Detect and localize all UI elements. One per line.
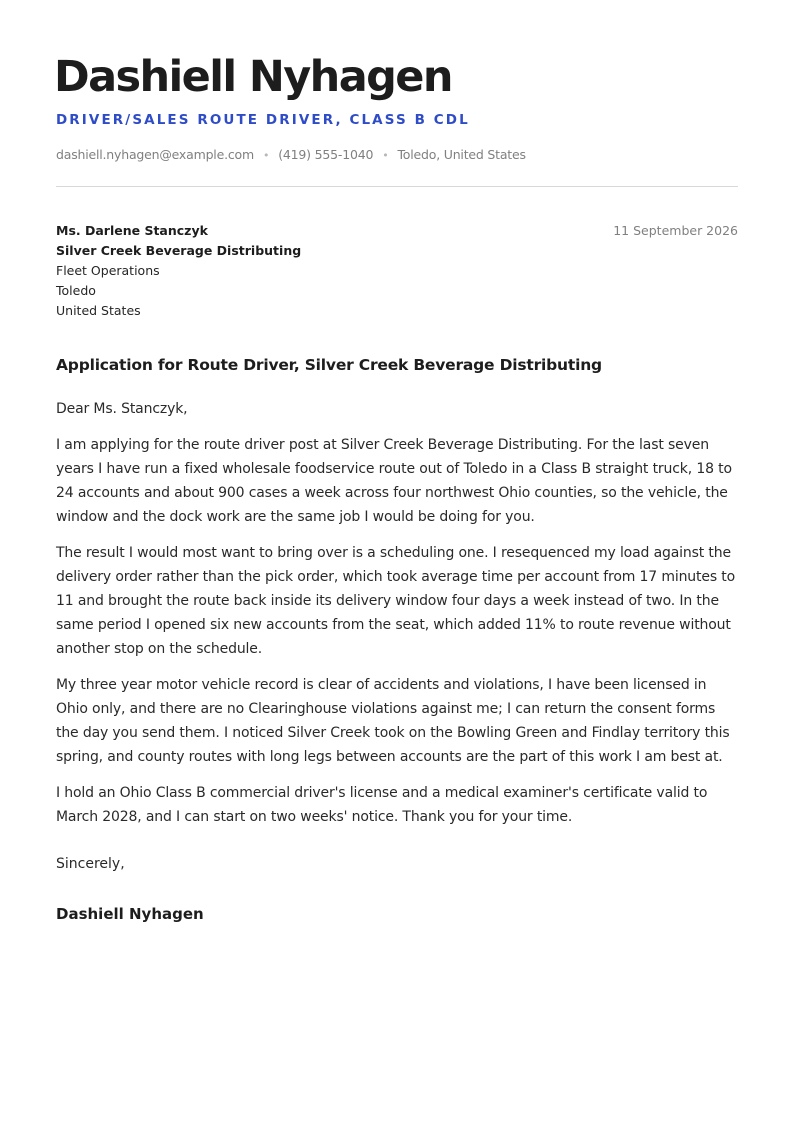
contact-separator: • (262, 149, 270, 162)
applicant-name: Dashiell Nyhagen (54, 52, 452, 102)
body-paragraph: The result I would most want to bring over is a scheduling one. I resequenced my load against the delivery order rather than the pick order, which took average time per account from 17 minutes to 11 and brought the route back inside its delivery window four days a week instead of two. In the same period I opened six new accounts from the seat, which added 11% to route revenue without another stop on the schedule. (56, 545, 736, 657)
recipient-company: Silver Creek Beverage Distributing (56, 243, 302, 258)
contact-email[interactable]: dashiell.nyhagen@example.com (56, 147, 254, 162)
salutation: Dear Ms. Stanczyk, (56, 401, 188, 417)
recipient-block (56, 221, 301, 321)
header-divider (56, 186, 738, 187)
letter-subject: Application for Route Driver, Silver Creek Beverage Distributing (56, 356, 602, 374)
recipient-country: United States (56, 303, 141, 318)
body-paragraph: My three year motor vehicle record is clear of accidents and violations, I have been licensed in Ohio only, and there are no Clearinghouse violations against me; I can return the consent forms the day you send them. I noticed Silver Creek took on the Bowling Green and Findlay territory this spring, and county routes with long legs between accounts are the part of this work I am best at. (56, 677, 730, 765)
applicant-title: DRIVER/SALES ROUTE DRIVER, CLASS B CDL (56, 112, 470, 128)
letter-date: 11 September 2026 (613, 223, 738, 238)
contact-phone[interactable]: (419) 555-1040 (278, 147, 374, 162)
contact-line (56, 147, 526, 162)
closing: Sincerely, (56, 856, 125, 872)
signature-name: Dashiell Nyhagen (56, 905, 204, 923)
recipient-city: Toledo (56, 283, 96, 298)
recipient-department: Fleet Operations (56, 263, 160, 278)
body-paragraph: I am applying for the route driver post at Silver Creek Beverage Distributing. For the last seven years I have run a fixed wholesale foodservice route out of Toledo in a Class B straight truck, 18 to 24 accounts and about 900 cases a week across four northwest Ohio counties, so the vehicle, the window and the dock work are the same job I would be doing for you. (56, 437, 732, 525)
body-paragraph: I hold an Ohio Class B commercial driver's license and a medical examiner's certificate valid to March 2028, and I can start on two weeks' notice. Thank you for your time. (56, 785, 708, 825)
recipient-name: Ms. Darlene Stanczyk (56, 223, 208, 238)
contact-location: Toledo, United States (397, 147, 526, 162)
letter-body (56, 397, 740, 841)
contact-separator: • (382, 149, 389, 162)
